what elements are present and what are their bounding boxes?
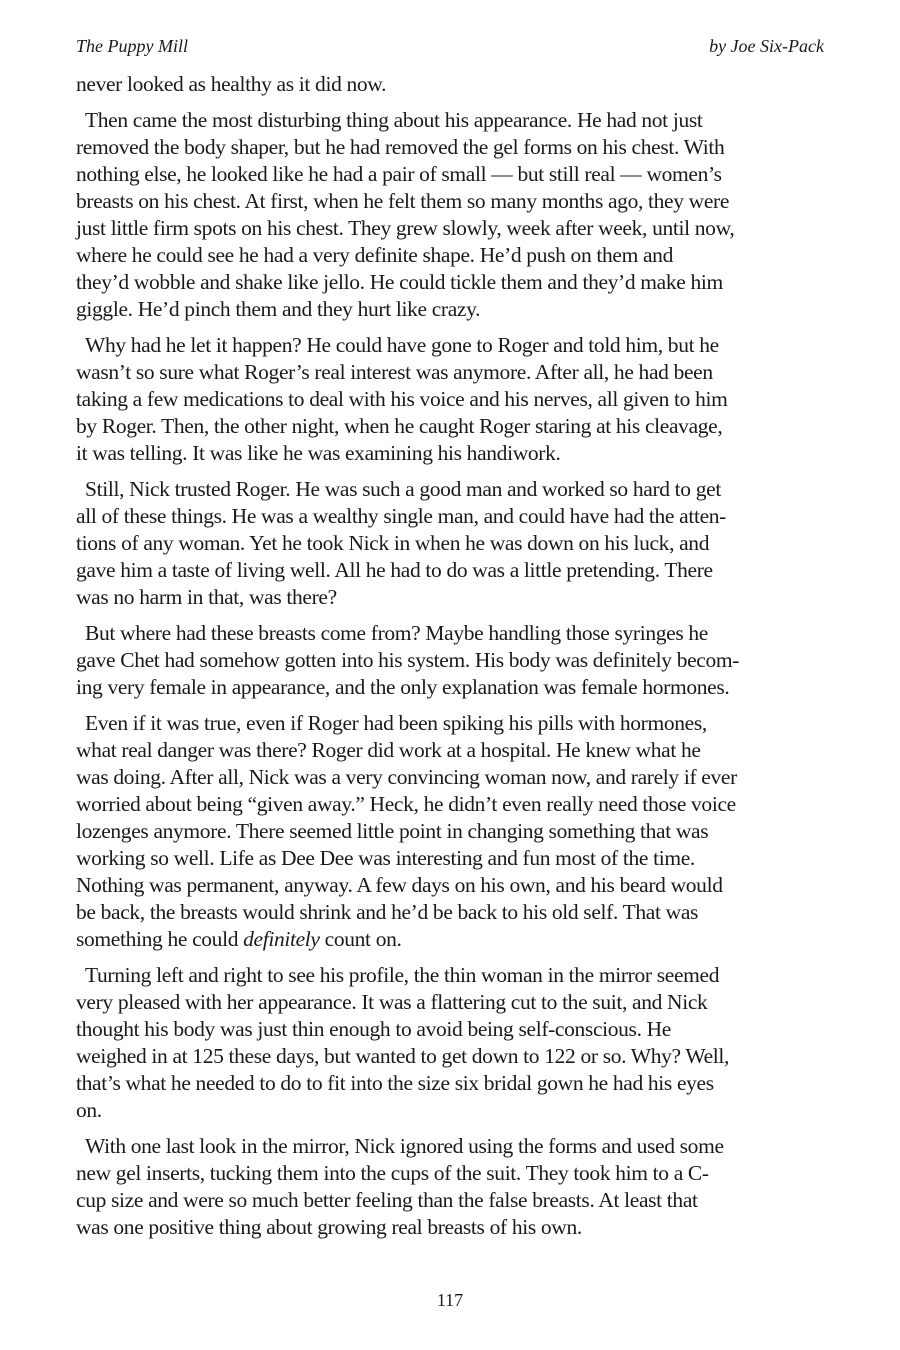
text-line: Why had he let it happen? He could have gone to Roger and told him, but he bbox=[85, 333, 719, 357]
text-line: Even if it was true, even if Roger had been spiking his pills with hormones, bbox=[85, 711, 707, 735]
text-line: Still, Nick trusted Roger. He was such a good man and worked so hard to get bbox=[85, 477, 721, 501]
text-line: they’d wobble and shake like jello. He could tickle them and they’d make him bbox=[76, 270, 723, 294]
running-header bbox=[76, 36, 824, 60]
text-line: cup size and were so much better feeling than the false breasts. At least that bbox=[76, 1188, 698, 1212]
paragraph bbox=[76, 620, 828, 701]
text-line: thought his body was just thin enough to avoid being self-conscious. He bbox=[76, 1017, 671, 1041]
text-line: was no harm in that, was there? bbox=[76, 585, 337, 609]
text-line: Nothing was permanent, anyway. A few days on his own, and his beard would bbox=[76, 873, 723, 897]
text-line: on. bbox=[76, 1098, 102, 1122]
text-line: working so well. Life as Dee Dee was interesting and fun most of the time. bbox=[76, 846, 695, 870]
text-line: it was telling. It was like he was examining his handiwork. bbox=[76, 441, 561, 465]
running-header-title: The Puppy Mill bbox=[76, 36, 188, 56]
text-line: wasn’t so sure what Roger’s real interest was anymore. After all, he had been bbox=[76, 360, 713, 384]
text-line: by Roger. Then, the other night, when he caught Roger staring at his cleavage, bbox=[76, 414, 723, 438]
text-line: never looked as healthy as it did now. bbox=[76, 72, 387, 96]
text-line: Turning left and right to see his profile, the thin woman in the mirror seemed bbox=[85, 963, 720, 987]
text-line: removed the body shaper, but he had removed the gel forms on his chest. With bbox=[76, 135, 725, 159]
text-line: be back, the breasts would shrink and he’d be back to his old self. That was bbox=[76, 900, 699, 924]
page-number: 117 bbox=[436, 1290, 464, 1310]
text-line: that’s what he needed to do to fit into the size six bridal gown he had his eyes bbox=[76, 1071, 714, 1095]
text-line: gave Chet had somehow gotten into his system. His body was definitely becom- bbox=[76, 648, 740, 672]
text-line: lozenges anymore. There seemed little point in changing something that was bbox=[76, 819, 709, 843]
text-line: But where had these breasts come from? Maybe handling those syringes he bbox=[85, 621, 708, 645]
paragraph bbox=[76, 710, 828, 953]
text-line: where he could see he had a very definite shape. He’d push on them and bbox=[76, 243, 673, 267]
text-line: worried about being “given away.” Heck, he didn’t even really need those voice bbox=[76, 792, 736, 816]
text-line: very pleased with her appearance. It was a flattering cut to the suit, and Nick bbox=[76, 990, 708, 1014]
paragraph bbox=[76, 71, 828, 98]
text-line: Then came the most disturbing thing about his appearance. He had not just bbox=[85, 108, 703, 132]
text-line: ing very female in appearance, and the only explanation was female hormones. bbox=[76, 675, 730, 699]
paragraph bbox=[76, 1133, 828, 1241]
text-line: new gel inserts, tucking them into the cups of the suit. They took him to a C- bbox=[76, 1161, 709, 1185]
text-line: just little firm spots on his chest. They grew slowly, week after week, until now, bbox=[76, 216, 735, 240]
emphasis-text: definitely bbox=[243, 927, 320, 951]
page-body bbox=[76, 71, 828, 1250]
text-line: giggle. He’d pinch them and they hurt like crazy. bbox=[76, 297, 481, 321]
text-line: weighed in at 125 these days, but wanted to get down to 122 or so. Why? Well, bbox=[76, 1044, 730, 1068]
text-line: all of these things. He was a wealthy single man, and could have had the atten- bbox=[76, 504, 726, 528]
text-line: taking a few medications to deal with his voice and his nerves, all given to him bbox=[76, 387, 728, 411]
text-line: breasts on his chest. At first, when he felt them so many months ago, they were bbox=[76, 189, 730, 213]
paragraph bbox=[76, 962, 828, 1124]
paragraph bbox=[76, 107, 828, 323]
text-run: count on. bbox=[319, 927, 402, 951]
text-run: something he could bbox=[76, 927, 244, 951]
text-line: tions of any woman. Yet he took Nick in when he was down on his luck, and bbox=[76, 531, 710, 555]
text-line: was one positive thing about growing real breasts of his own. bbox=[76, 1215, 582, 1239]
running-header-author: by Joe Six-Pack bbox=[709, 36, 824, 56]
paragraph bbox=[76, 476, 828, 611]
paragraph bbox=[76, 332, 828, 467]
text-line: was doing. After all, Nick was a very convincing woman now, and rarely if ever bbox=[76, 765, 737, 789]
text-line bbox=[76, 926, 828, 953]
text-line: gave him a taste of living well. All he had to do was a little pretending. There bbox=[76, 558, 713, 582]
text-line: With one last look in the mirror, Nick ignored using the forms and used some bbox=[85, 1134, 724, 1158]
text-line: nothing else, he looked like he had a pair of small — but still real — women’s bbox=[76, 162, 722, 186]
text-line: what real danger was there? Roger did work at a hospital. He knew what he bbox=[76, 738, 701, 762]
